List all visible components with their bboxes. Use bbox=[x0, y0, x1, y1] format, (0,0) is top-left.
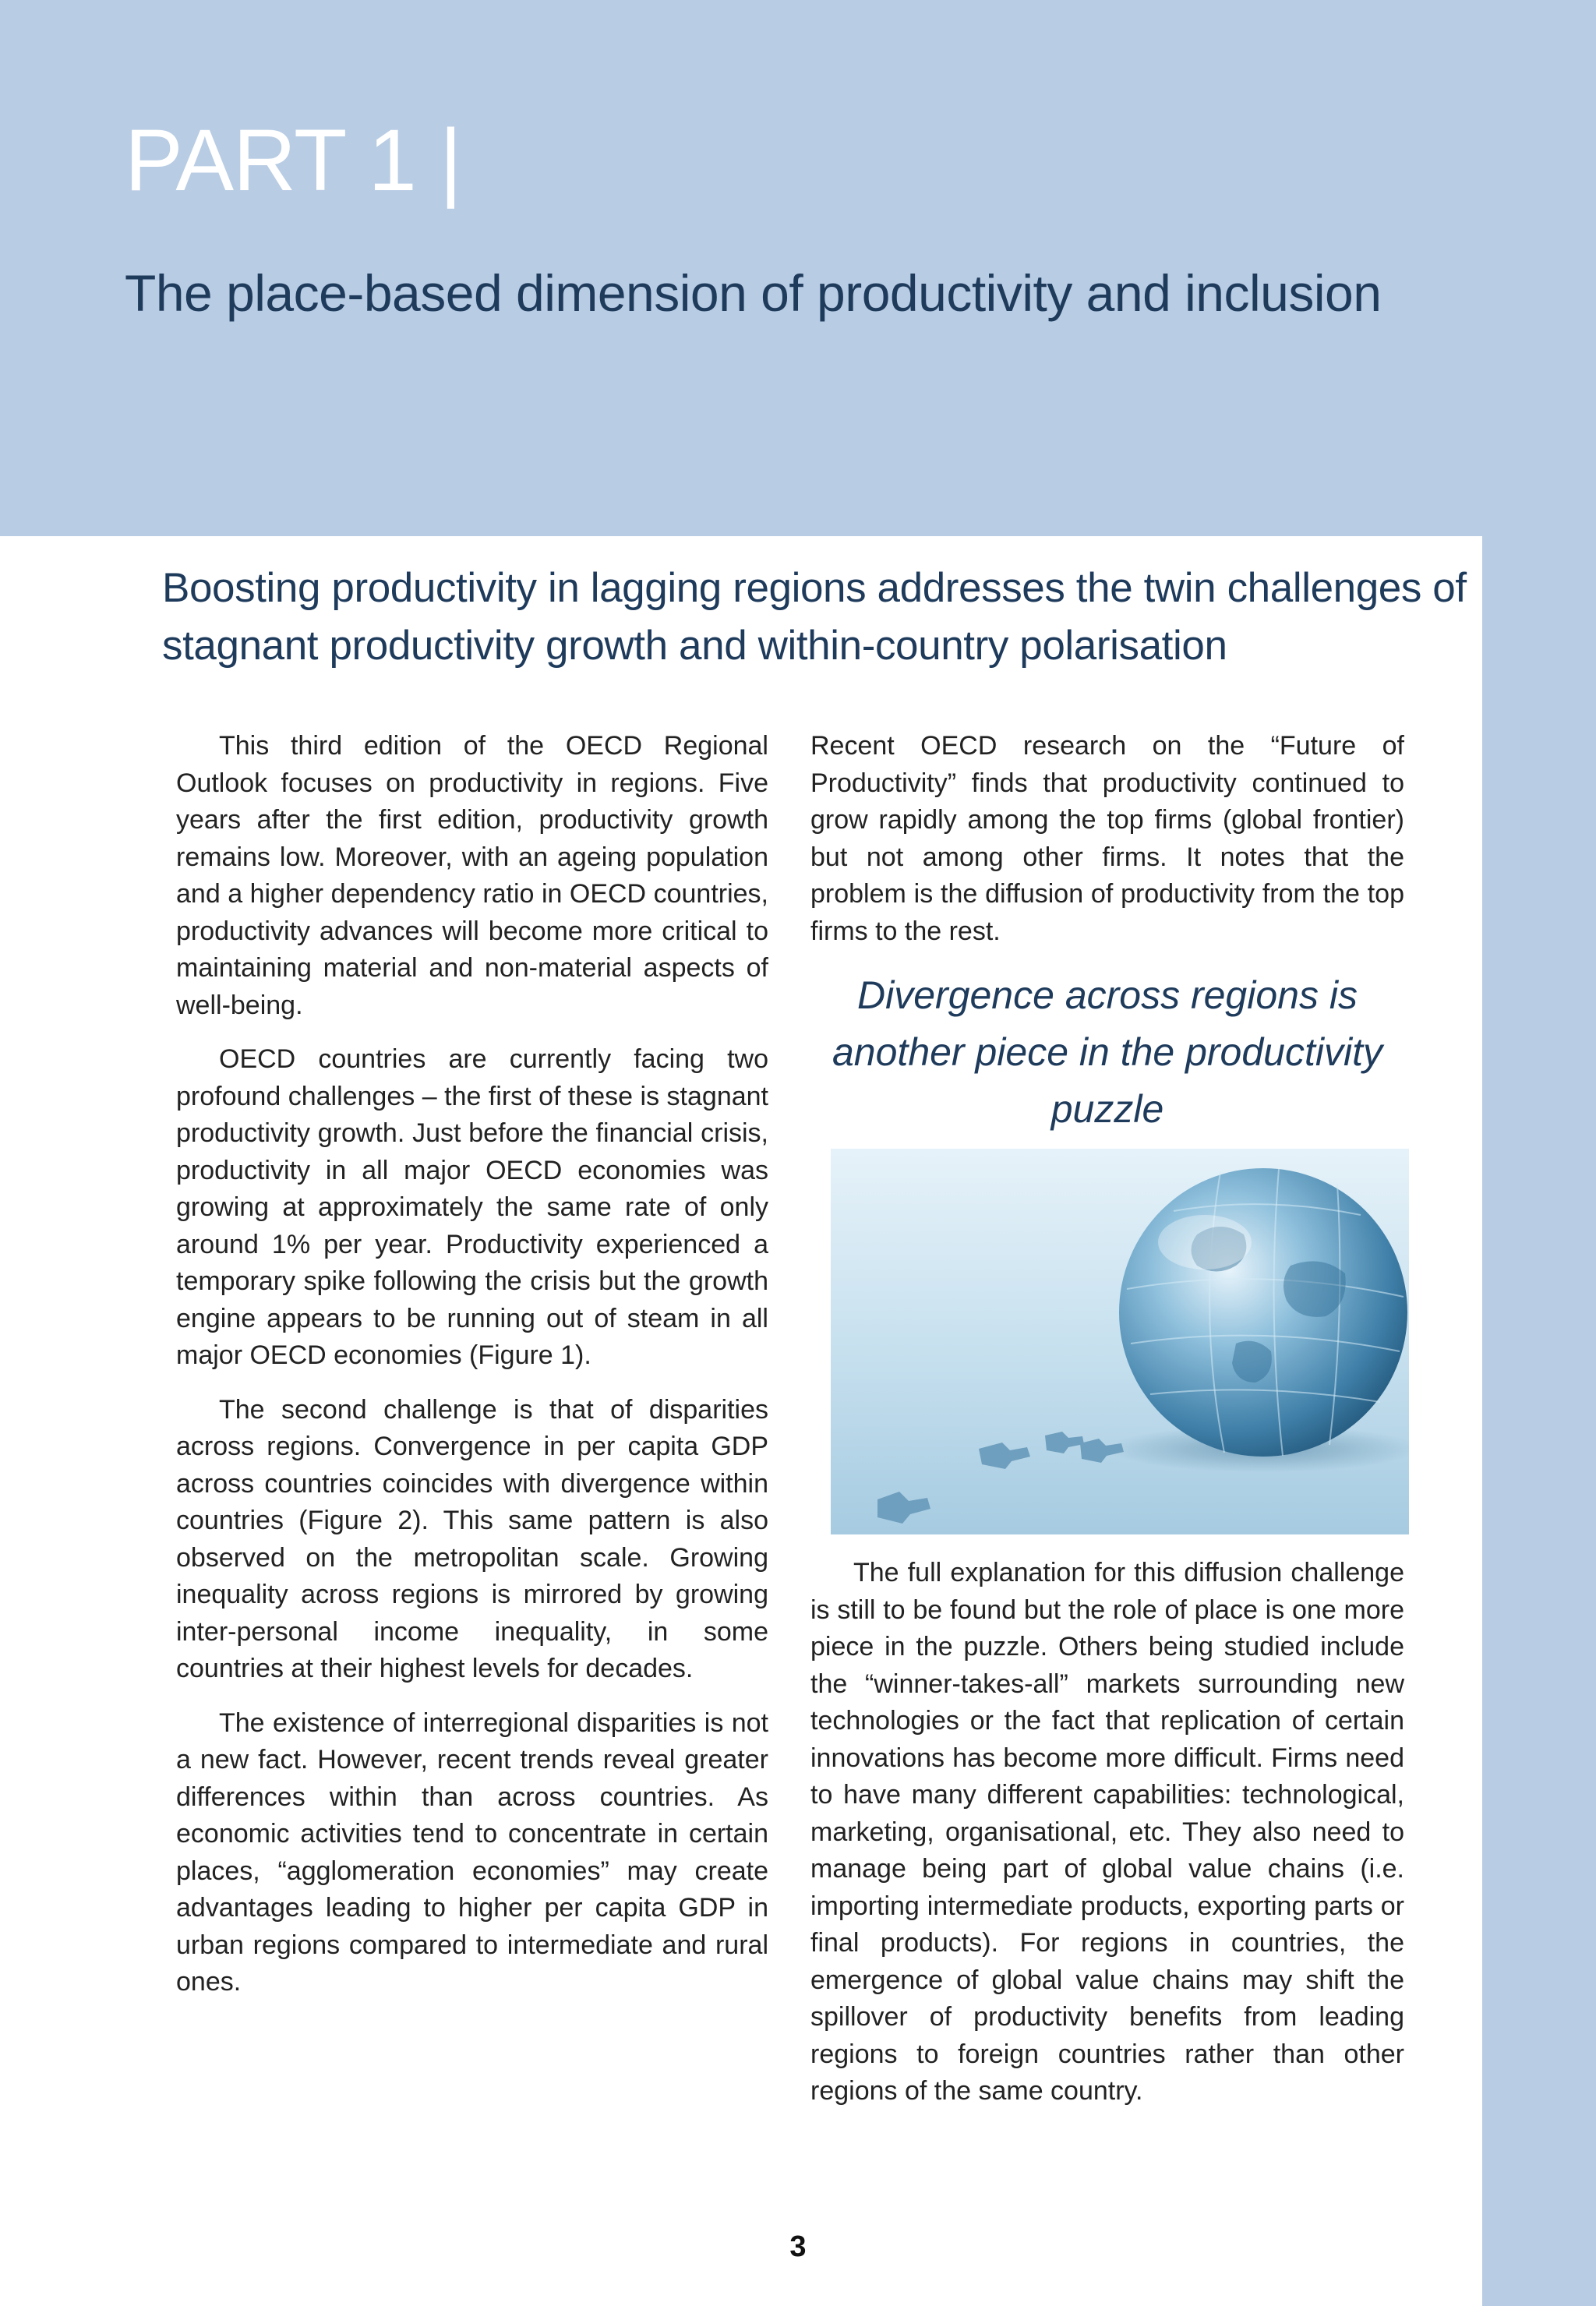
right-column bbox=[810, 728, 1404, 2128]
globe-puzzle-image bbox=[831, 1149, 1409, 1534]
header-band bbox=[0, 0, 1596, 536]
globe-puzzle-illustration bbox=[831, 1149, 1409, 1534]
pull-quote: Divergence across regions is another piece in the productivity puzzle bbox=[832, 973, 1382, 1131]
paragraph: The second challenge is that of disparities across regions. Convergence in per capita GDP across countries coincides with divergence within countries (Figure 2). This same pattern is also observed on the metropolitan scale. Growing inequality across regions is mirrored by growing inter-personal income inequality, in some countries at their highest levels for decades. bbox=[176, 1394, 768, 1683]
paragraph: This third edition of the OECD Regional Outlook focuses on productivity in regions. Five years after the first edition, productivity growth remains low. Moreover, with an ageing population and a higher dependency ratio in OECD countries, productivity advances will become more critical to maintaining material and non-material aspects of well-being. bbox=[176, 731, 768, 1020]
page-number: 3 bbox=[789, 2230, 807, 2263]
part-title: The place-based dimension of productivity and inclusion bbox=[125, 264, 1382, 322]
paragraph: The existence of interregional disparities is not a new fact. However, recent trends reveal greater differences within than across countries. As economic activities tend to concentrate in certain places, “agglomeration economies” may create advantages leading to higher per capita GDP in urban regions compared to intermediate and rural ones. bbox=[176, 1707, 768, 1997]
paragraph: The full explanation for this diffusion challenge is still to be found but the role of place is one more piece in the puzzle. Others being studied include the “winner-takes-all” markets surrounding new technologies or the fact that replication of certain innovations has become more difficult. Firms need to have many different capabilities: technological, marketing, organisational, etc. They also need to manage being part of global value chains (i.e. importing intermediate products, exporting parts or final products). For regions in countries, the emergence of global value chains may shift the spillover of productivity benefits from leading regions to foreign countries rather than other regions of the same country. bbox=[810, 1558, 1404, 2106]
section-heading: Boosting productivity in lagging regions addresses the twin challenges of stagnant productivity growth and within-country polarisation bbox=[162, 565, 1467, 669]
paragraph: OECD countries are currently facing two profound challenges – the first of these is stagnant productivity growth. Just before the financial crisis, productivity in all major OECD economies was growing at approximately the same rate of only around 1% per year. Productivity experienced a temporary spike following the crisis but the growth engine appears to be running out of steam in all major OECD economies (Figure 1). bbox=[176, 1044, 768, 1370]
left-column bbox=[176, 728, 768, 2018]
part-label: PART 1 | bbox=[125, 111, 461, 209]
paragraph: Recent OECD research on the “Future of Productivity” finds that productivity continued to grow rapidly among the top firms (global frontier) but not among other firms. It notes that the problem is the diffusion of productivity from the top firms to the rest. bbox=[810, 731, 1404, 946]
